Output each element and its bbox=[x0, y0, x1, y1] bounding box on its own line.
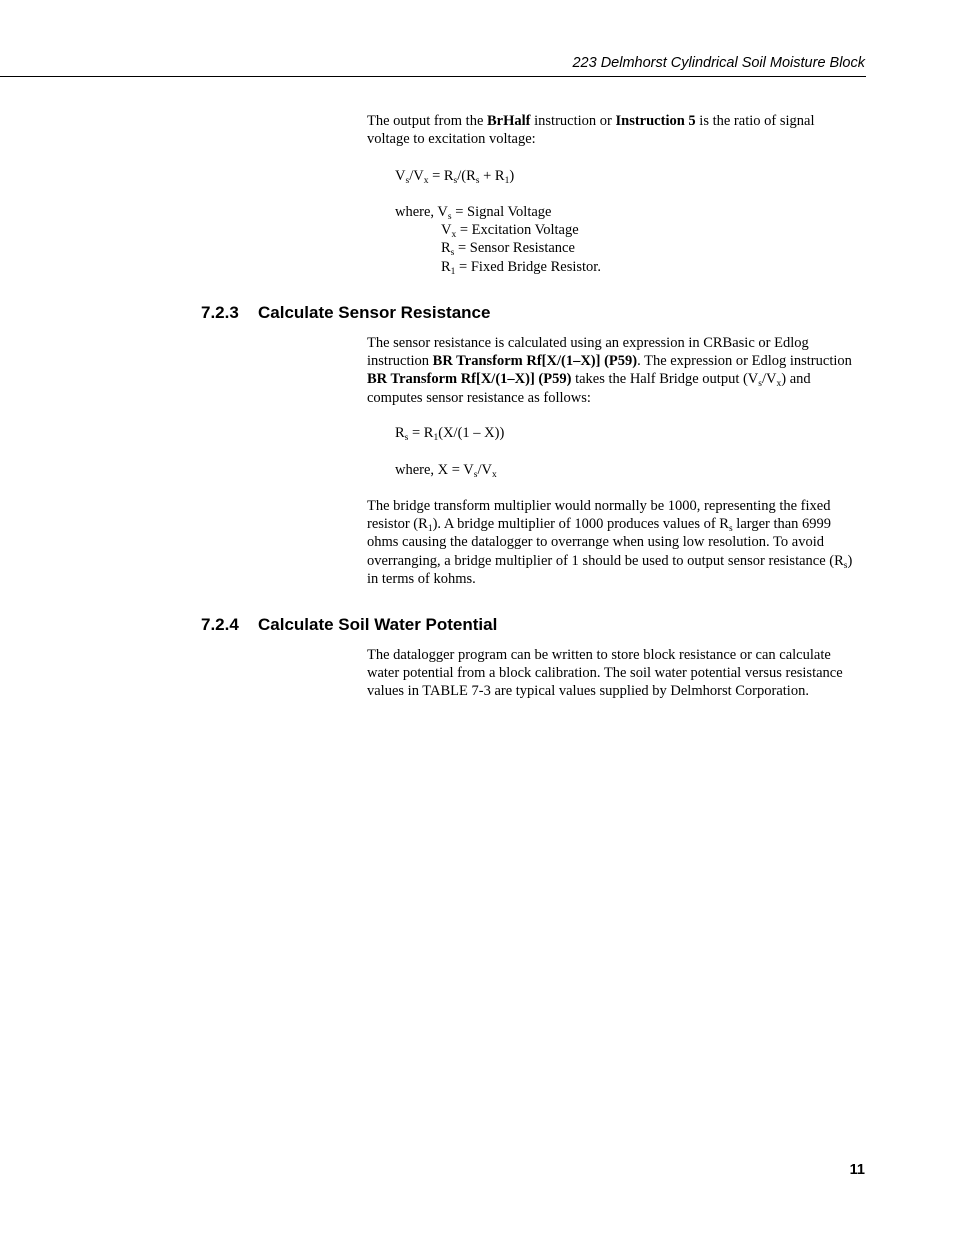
section-heading-7-2-3: 7.2.3 Calculate Sensor Resistance bbox=[201, 303, 491, 322]
variable-definitions bbox=[395, 203, 601, 277]
equation-sensor-resistance: $R_s = R_1(X/(1 - X))$ bbox=[395, 425, 505, 443]
equation-voltage-ratio: $V_s/V_x = R_s/(R_s + R_1)$ bbox=[395, 168, 515, 186]
bridge-multiplier-paragraph: The bridge transform multiplier would normally be 1000, representing the fixed resistor $(R_1)$. A bridge multiplier of 1000 produces values of $R_s$ larger than 6999 ohms causing the datalogger to overrange when using low resolution. To avoid overranging, a bridge multiplier of 1 should be used to output sensor resistance $(R_s)$ in terms of kohms. bbox=[367, 498, 853, 587]
intro-paragraph: The output from the BrHalf instruction or Instruction 5 is the ratio of signal voltage to excitation voltage: bbox=[367, 113, 815, 148]
equation-x-definition: where, $X = V_s/V_x$ bbox=[395, 462, 497, 480]
definition-row: $V_x$ = Excitation Voltage bbox=[441, 222, 579, 241]
definition-row: $R_1$ = Fixed Bridge Resistor. bbox=[441, 258, 601, 277]
section-heading-7-2-4: 7.2.4 Calculate Soil Water Potential bbox=[201, 615, 498, 634]
soil-water-potential-paragraph: The datalogger program can be written to store block resistance or can calculate water potential from a block calibration. The soil water potential versus resistance values in TABLE 7-3 are typical values supplied by Delmhorst Corporation. bbox=[367, 647, 843, 700]
sensor-resistance-paragraph: The sensor resistance is calculated using an expression in CRBasic or Edlog instruction BR Transform Rf[X/(1–X)] (P59). The expression or Edlog instruction BR Transform Rf[X/(1–X)] (P59) takes the Half Bridge output $(V_s/V_x)$ and computes sensor resistance as follows: bbox=[367, 335, 852, 406]
page-number: 11 bbox=[849, 1162, 865, 1178]
definition-row: $R_s$ = Sensor Resistance bbox=[441, 240, 575, 259]
header-rule bbox=[0, 76, 866, 77]
definition-row: where, $V_s$ = Signal Voltage bbox=[395, 204, 552, 222]
running-header-title: 223 Delmhorst Cylindrical Soil Moisture Block bbox=[572, 55, 865, 71]
